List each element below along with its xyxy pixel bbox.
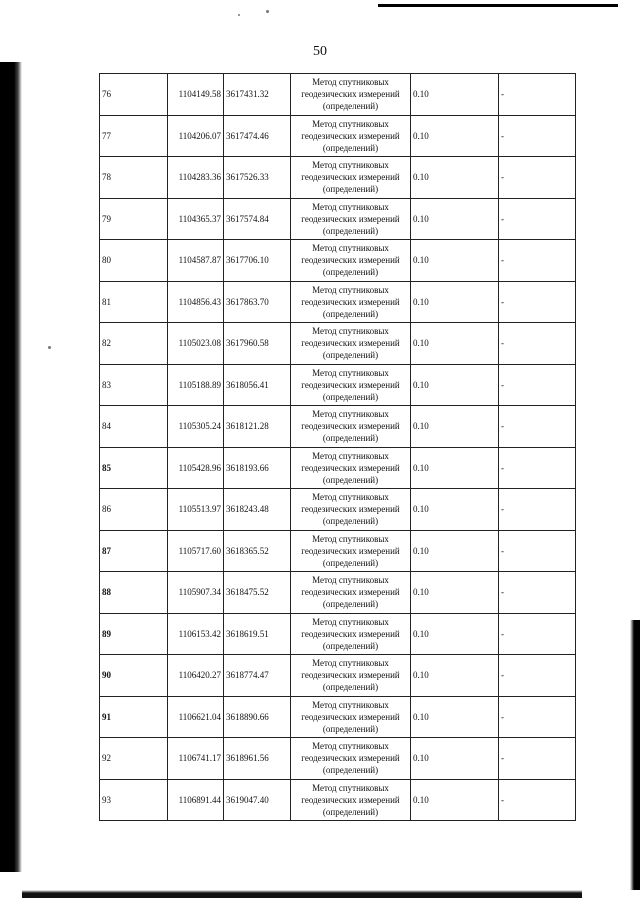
- point-number-cell: 85: [100, 447, 168, 489]
- accuracy-cell: 0.10: [411, 738, 499, 780]
- point-number-cell: 82: [100, 323, 168, 365]
- description-cell: -: [499, 364, 576, 406]
- description-cell: -: [499, 738, 576, 780]
- accuracy-cell: 0.10: [411, 447, 499, 489]
- x-coordinate-cell: 1104856.43: [168, 281, 224, 323]
- method-cell: Метод спутниковых геодезических измерений (определений): [291, 572, 411, 614]
- accuracy-cell: 0.10: [411, 779, 499, 821]
- x-coordinate-cell: 1105188.89: [168, 364, 224, 406]
- point-number-cell: 86: [100, 489, 168, 531]
- y-coordinate-cell: 3618961.56: [224, 738, 291, 780]
- method-cell: Метод спутниковых геодезических измерений (определений): [291, 489, 411, 531]
- accuracy-cell: 0.10: [411, 530, 499, 572]
- point-number-cell: 79: [100, 198, 168, 240]
- method-cell: Метод спутниковых геодезических измерений (определений): [291, 240, 411, 282]
- point-number-cell: 90: [100, 655, 168, 697]
- x-coordinate-cell: 1105305.24: [168, 406, 224, 448]
- point-number-cell: 93: [100, 779, 168, 821]
- x-coordinate-cell: 1104365.37: [168, 198, 224, 240]
- point-number-cell: 89: [100, 613, 168, 655]
- method-cell: Метод спутниковых геодезических измерений (определений): [291, 738, 411, 780]
- scan-edge-left: [0, 62, 22, 872]
- x-coordinate-cell: 1106621.04: [168, 696, 224, 738]
- table-row: [100, 240, 576, 282]
- accuracy-cell: 0.10: [411, 655, 499, 697]
- y-coordinate-cell: 3618243.48: [224, 489, 291, 531]
- table-row: [100, 323, 576, 365]
- method-cell: Метод спутниковых геодезических измерений (определений): [291, 779, 411, 821]
- description-cell: -: [499, 281, 576, 323]
- accuracy-cell: 0.10: [411, 281, 499, 323]
- x-coordinate-cell: 1106420.27: [168, 655, 224, 697]
- y-coordinate-cell: 3617526.33: [224, 157, 291, 199]
- method-cell: Метод спутниковых геодезических измерений (определений): [291, 696, 411, 738]
- x-coordinate-cell: 1106153.42: [168, 613, 224, 655]
- table-row: [100, 696, 576, 738]
- method-cell: Метод спутниковых геодезических измерений (определений): [291, 406, 411, 448]
- x-coordinate-cell: 1105023.08: [168, 323, 224, 365]
- table-row: [100, 157, 576, 199]
- method-cell: Метод спутниковых геодезических измерений (определений): [291, 115, 411, 157]
- method-cell: Метод спутниковых геодезических измерений (определений): [291, 281, 411, 323]
- table-row: [100, 738, 576, 780]
- method-cell: Метод спутниковых геодезических измерений (определений): [291, 364, 411, 406]
- table-row: [100, 530, 576, 572]
- accuracy-cell: 0.10: [411, 613, 499, 655]
- x-coordinate-cell: 1104587.87: [168, 240, 224, 282]
- description-cell: -: [499, 323, 576, 365]
- scan-edge-bottom: [22, 890, 582, 898]
- point-number-cell: 83: [100, 364, 168, 406]
- x-coordinate-cell: 1105513.97: [168, 489, 224, 531]
- method-cell: Метод спутниковых геодезических измерений (определений): [291, 323, 411, 365]
- table-row: [100, 198, 576, 240]
- description-cell: -: [499, 530, 576, 572]
- point-number-cell: 81: [100, 281, 168, 323]
- description-cell: -: [499, 779, 576, 821]
- point-number-cell: 92: [100, 738, 168, 780]
- scan-edge-right: [630, 620, 640, 890]
- x-coordinate-cell: 1104149.58: [168, 74, 224, 116]
- y-coordinate-cell: 3618056.41: [224, 364, 291, 406]
- accuracy-cell: 0.10: [411, 323, 499, 365]
- method-cell: Метод спутниковых геодезических измерений (определений): [291, 655, 411, 697]
- accuracy-cell: 0.10: [411, 74, 499, 116]
- point-number-cell: 80: [100, 240, 168, 282]
- method-cell: Метод спутниковых геодезических измерений (определений): [291, 74, 411, 116]
- y-coordinate-cell: 3617574.84: [224, 198, 291, 240]
- accuracy-cell: 0.10: [411, 157, 499, 199]
- accuracy-cell: 0.10: [411, 572, 499, 614]
- y-coordinate-cell: 3618193.66: [224, 447, 291, 489]
- y-coordinate-cell: 3617431.32: [224, 74, 291, 116]
- description-cell: -: [499, 74, 576, 116]
- y-coordinate-cell: 3619047.40: [224, 779, 291, 821]
- point-number-cell: 88: [100, 572, 168, 614]
- table-row: [100, 613, 576, 655]
- table-row: [100, 281, 576, 323]
- table-row: [100, 406, 576, 448]
- accuracy-cell: 0.10: [411, 489, 499, 531]
- description-cell: -: [499, 489, 576, 531]
- table-row: [100, 572, 576, 614]
- table-row: [100, 447, 576, 489]
- table-row: [100, 489, 576, 531]
- accuracy-cell: 0.10: [411, 115, 499, 157]
- method-cell: Метод спутниковых геодезических измерений (определений): [291, 198, 411, 240]
- accuracy-cell: 0.10: [411, 364, 499, 406]
- coordinates-table: [99, 73, 576, 821]
- y-coordinate-cell: 3618774.47: [224, 655, 291, 697]
- x-coordinate-cell: 1106891.44: [168, 779, 224, 821]
- point-number-cell: 78: [100, 157, 168, 199]
- y-coordinate-cell: 3618475.52: [224, 572, 291, 614]
- description-cell: -: [499, 157, 576, 199]
- description-cell: -: [499, 240, 576, 282]
- method-cell: Метод спутниковых геодезических измерений (определений): [291, 157, 411, 199]
- accuracy-cell: 0.10: [411, 696, 499, 738]
- description-cell: -: [499, 572, 576, 614]
- description-cell: -: [499, 115, 576, 157]
- y-coordinate-cell: 3618619.51: [224, 613, 291, 655]
- point-number-cell: 77: [100, 115, 168, 157]
- x-coordinate-cell: 1105717.60: [168, 530, 224, 572]
- method-cell: Метод спутниковых геодезических измерений (определений): [291, 530, 411, 572]
- point-number-cell: 91: [100, 696, 168, 738]
- y-coordinate-cell: 3617863.70: [224, 281, 291, 323]
- y-coordinate-cell: 3617960.58: [224, 323, 291, 365]
- page-number: 50: [313, 44, 327, 59]
- y-coordinate-cell: 3617706.10: [224, 240, 291, 282]
- table-row: [100, 779, 576, 821]
- table-row: [100, 74, 576, 116]
- description-cell: -: [499, 655, 576, 697]
- description-cell: -: [499, 198, 576, 240]
- method-cell: Метод спутниковых геодезических измерений (определений): [291, 447, 411, 489]
- table-row: [100, 115, 576, 157]
- y-coordinate-cell: 3617474.46: [224, 115, 291, 157]
- point-number-cell: 87: [100, 530, 168, 572]
- accuracy-cell: 0.10: [411, 406, 499, 448]
- scan-edge-top: [378, 4, 618, 7]
- y-coordinate-cell: 3618890.66: [224, 696, 291, 738]
- x-coordinate-cell: 1106741.17: [168, 738, 224, 780]
- method-cell: Метод спутниковых геодезических измерений (определений): [291, 613, 411, 655]
- y-coordinate-cell: 3618121.28: [224, 406, 291, 448]
- description-cell: -: [499, 447, 576, 489]
- description-cell: -: [499, 406, 576, 448]
- x-coordinate-cell: 1104283.36: [168, 157, 224, 199]
- x-coordinate-cell: 1104206.07: [168, 115, 224, 157]
- table-row: [100, 655, 576, 697]
- accuracy-cell: 0.10: [411, 198, 499, 240]
- table-row: [100, 364, 576, 406]
- accuracy-cell: 0.10: [411, 240, 499, 282]
- x-coordinate-cell: 1105907.34: [168, 572, 224, 614]
- y-coordinate-cell: 3618365.52: [224, 530, 291, 572]
- description-cell: -: [499, 613, 576, 655]
- x-coordinate-cell: 1105428.96: [168, 447, 224, 489]
- scan-speck: [266, 10, 269, 13]
- scan-speck: [238, 14, 240, 16]
- description-cell: -: [499, 696, 576, 738]
- scan-speck: [48, 346, 51, 349]
- point-number-cell: 76: [100, 74, 168, 116]
- coordinates-table-body: [100, 74, 576, 821]
- point-number-cell: 84: [100, 406, 168, 448]
